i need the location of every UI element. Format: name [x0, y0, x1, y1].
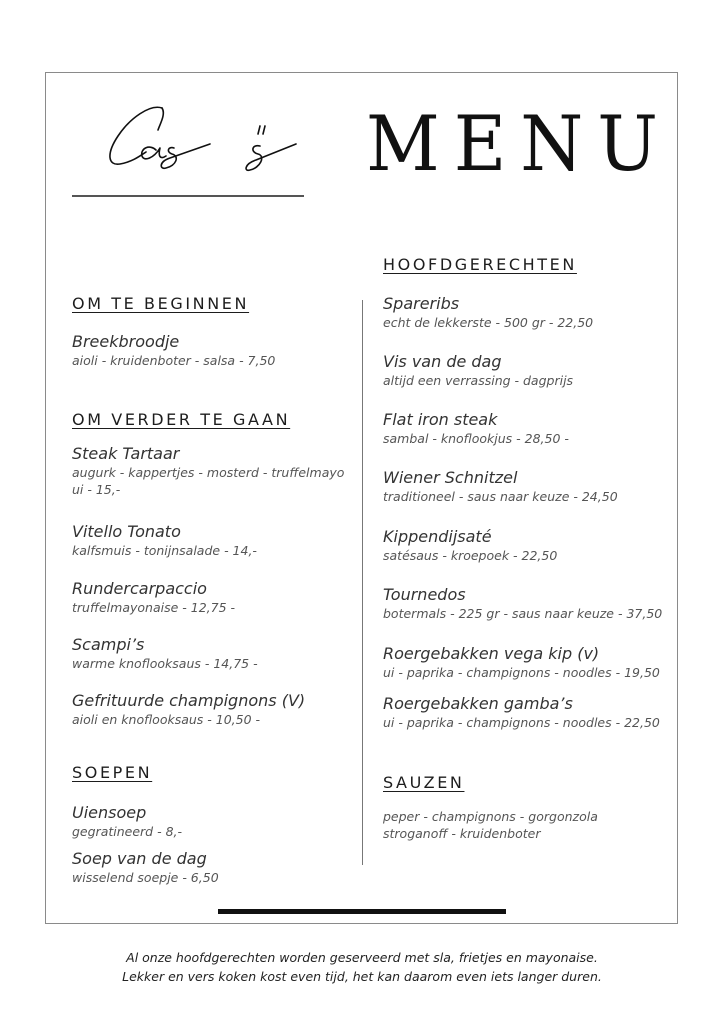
- menu-item-desc-continued: ui - 15,-: [72, 482, 121, 497]
- menu-item-name: Steak Tartaar: [72, 444, 180, 463]
- footer-line-1: Al onze hoofdgerechten worden geserveerd met sla, frietjes en mayonaise.: [126, 950, 598, 965]
- menu-item-name: Vis van de dag: [383, 352, 502, 371]
- menu-item-desc: echt de lekkerste - 500 gr - 22,50: [383, 315, 594, 330]
- menu-item: [72, 444, 344, 498]
- menu-item-name: Flat iron steak: [383, 410, 498, 429]
- menu-item: [72, 691, 305, 728]
- logo-underline: [72, 195, 304, 197]
- menu-item: [383, 585, 662, 622]
- menu-item-desc: augurk - kappertjes - mosterd - truffelmayo: [72, 465, 345, 480]
- menu-item-desc: traditioneel - saus naar keuze - 24,50: [383, 489, 618, 504]
- menu-item-desc: wisselend soepje - 6,50: [72, 870, 219, 885]
- page-title: MENU: [366, 99, 672, 189]
- menu-item: [72, 522, 257, 559]
- menu-item: [72, 332, 275, 369]
- menu-item-name: Wiener Schnitzel: [383, 468, 518, 487]
- menu-item: [383, 410, 569, 447]
- menu-item-desc: gegratineerd - 8,-: [72, 824, 183, 839]
- menu-item-name: Kippendijsaté: [383, 527, 492, 546]
- menu-item-desc: botermals - 225 gr - saus naar keuze - 37,50: [383, 606, 663, 621]
- section-title-om-te-beginnen: OM TE BEGINNEN: [72, 294, 250, 313]
- menu-item-name: Breekbroodje: [72, 332, 180, 351]
- menu-item: [72, 635, 258, 672]
- footer-note: [0, 948, 724, 986]
- menu-item-name: Soep van de dag: [72, 849, 207, 868]
- menu-item-name: Scampi’s: [72, 635, 145, 654]
- sauzen-line: peper - champignons - gorgonzola: [383, 809, 598, 824]
- menu-item-name: Roergebakken gamba’s: [383, 694, 573, 713]
- menu-item-desc: ui - paprika - champignons - noodles - 22,50: [383, 715, 660, 730]
- menu-item-desc: ui - paprika - champignons - noodles - 19,50: [383, 665, 660, 680]
- menu-item: [72, 849, 219, 886]
- menu-item-desc: altijd een verrassing - dagprijs: [383, 373, 574, 388]
- section-title-om-verder-te-gaan: OM VERDER TE GAAN: [72, 410, 291, 429]
- menu-item-name: Tournedos: [383, 585, 466, 604]
- sauzen-list: [383, 808, 598, 842]
- section-title-sauzen: SAUZEN: [383, 773, 465, 792]
- menu-item-name: Gefrituurde champignons (V): [72, 691, 306, 710]
- menu-item: [383, 694, 660, 731]
- menu-item: [383, 352, 573, 389]
- menu-item-desc: truffelmayonaise - 12,75 -: [72, 600, 236, 615]
- menu-item-desc: sambal - knoflookjus - 28,50 -: [383, 431, 569, 446]
- menu-item: [72, 579, 235, 616]
- section-title-hoofdgerechten: HOOFDGERECHTEN: [383, 255, 577, 274]
- menu-item: [72, 803, 182, 840]
- menu-item-name: Vitello Tonato: [72, 522, 181, 541]
- menu-item: [383, 468, 618, 505]
- menu-item: [383, 644, 660, 681]
- menu-item-desc: kalfsmuis - tonijnsalade - 14,-: [72, 543, 257, 558]
- menu-item-name: Rundercarpaccio: [72, 579, 207, 598]
- sauzen-line: stroganoff - kruidenboter: [383, 826, 541, 841]
- menu-item-name: Spareribs: [383, 294, 460, 313]
- menu-item-name: Roergebakken vega kip (v): [383, 644, 600, 663]
- decorative-bottom-bar: [218, 909, 506, 914]
- menu-item-desc: warme knoflooksaus - 14,75 -: [72, 656, 258, 671]
- cas-logo-script: [100, 100, 340, 180]
- menu-item-desc: satésaus - kroepoek - 22,50: [383, 548, 558, 563]
- menu-item: [383, 294, 593, 331]
- menu-item-desc: aioli en knoflooksaus - 10,50 -: [72, 712, 261, 727]
- menu-item-name: Uiensoep: [72, 803, 147, 822]
- column-divider: [362, 300, 363, 865]
- section-title-soepen: SOEPEN: [72, 763, 153, 782]
- footer-line-2: Lekker en vers koken kost even tijd, het kan daarom even iets langer duren.: [122, 969, 602, 984]
- menu-item-desc: aioli - kruidenboter - salsa - 7,50: [72, 353, 276, 368]
- menu-item: [383, 527, 557, 564]
